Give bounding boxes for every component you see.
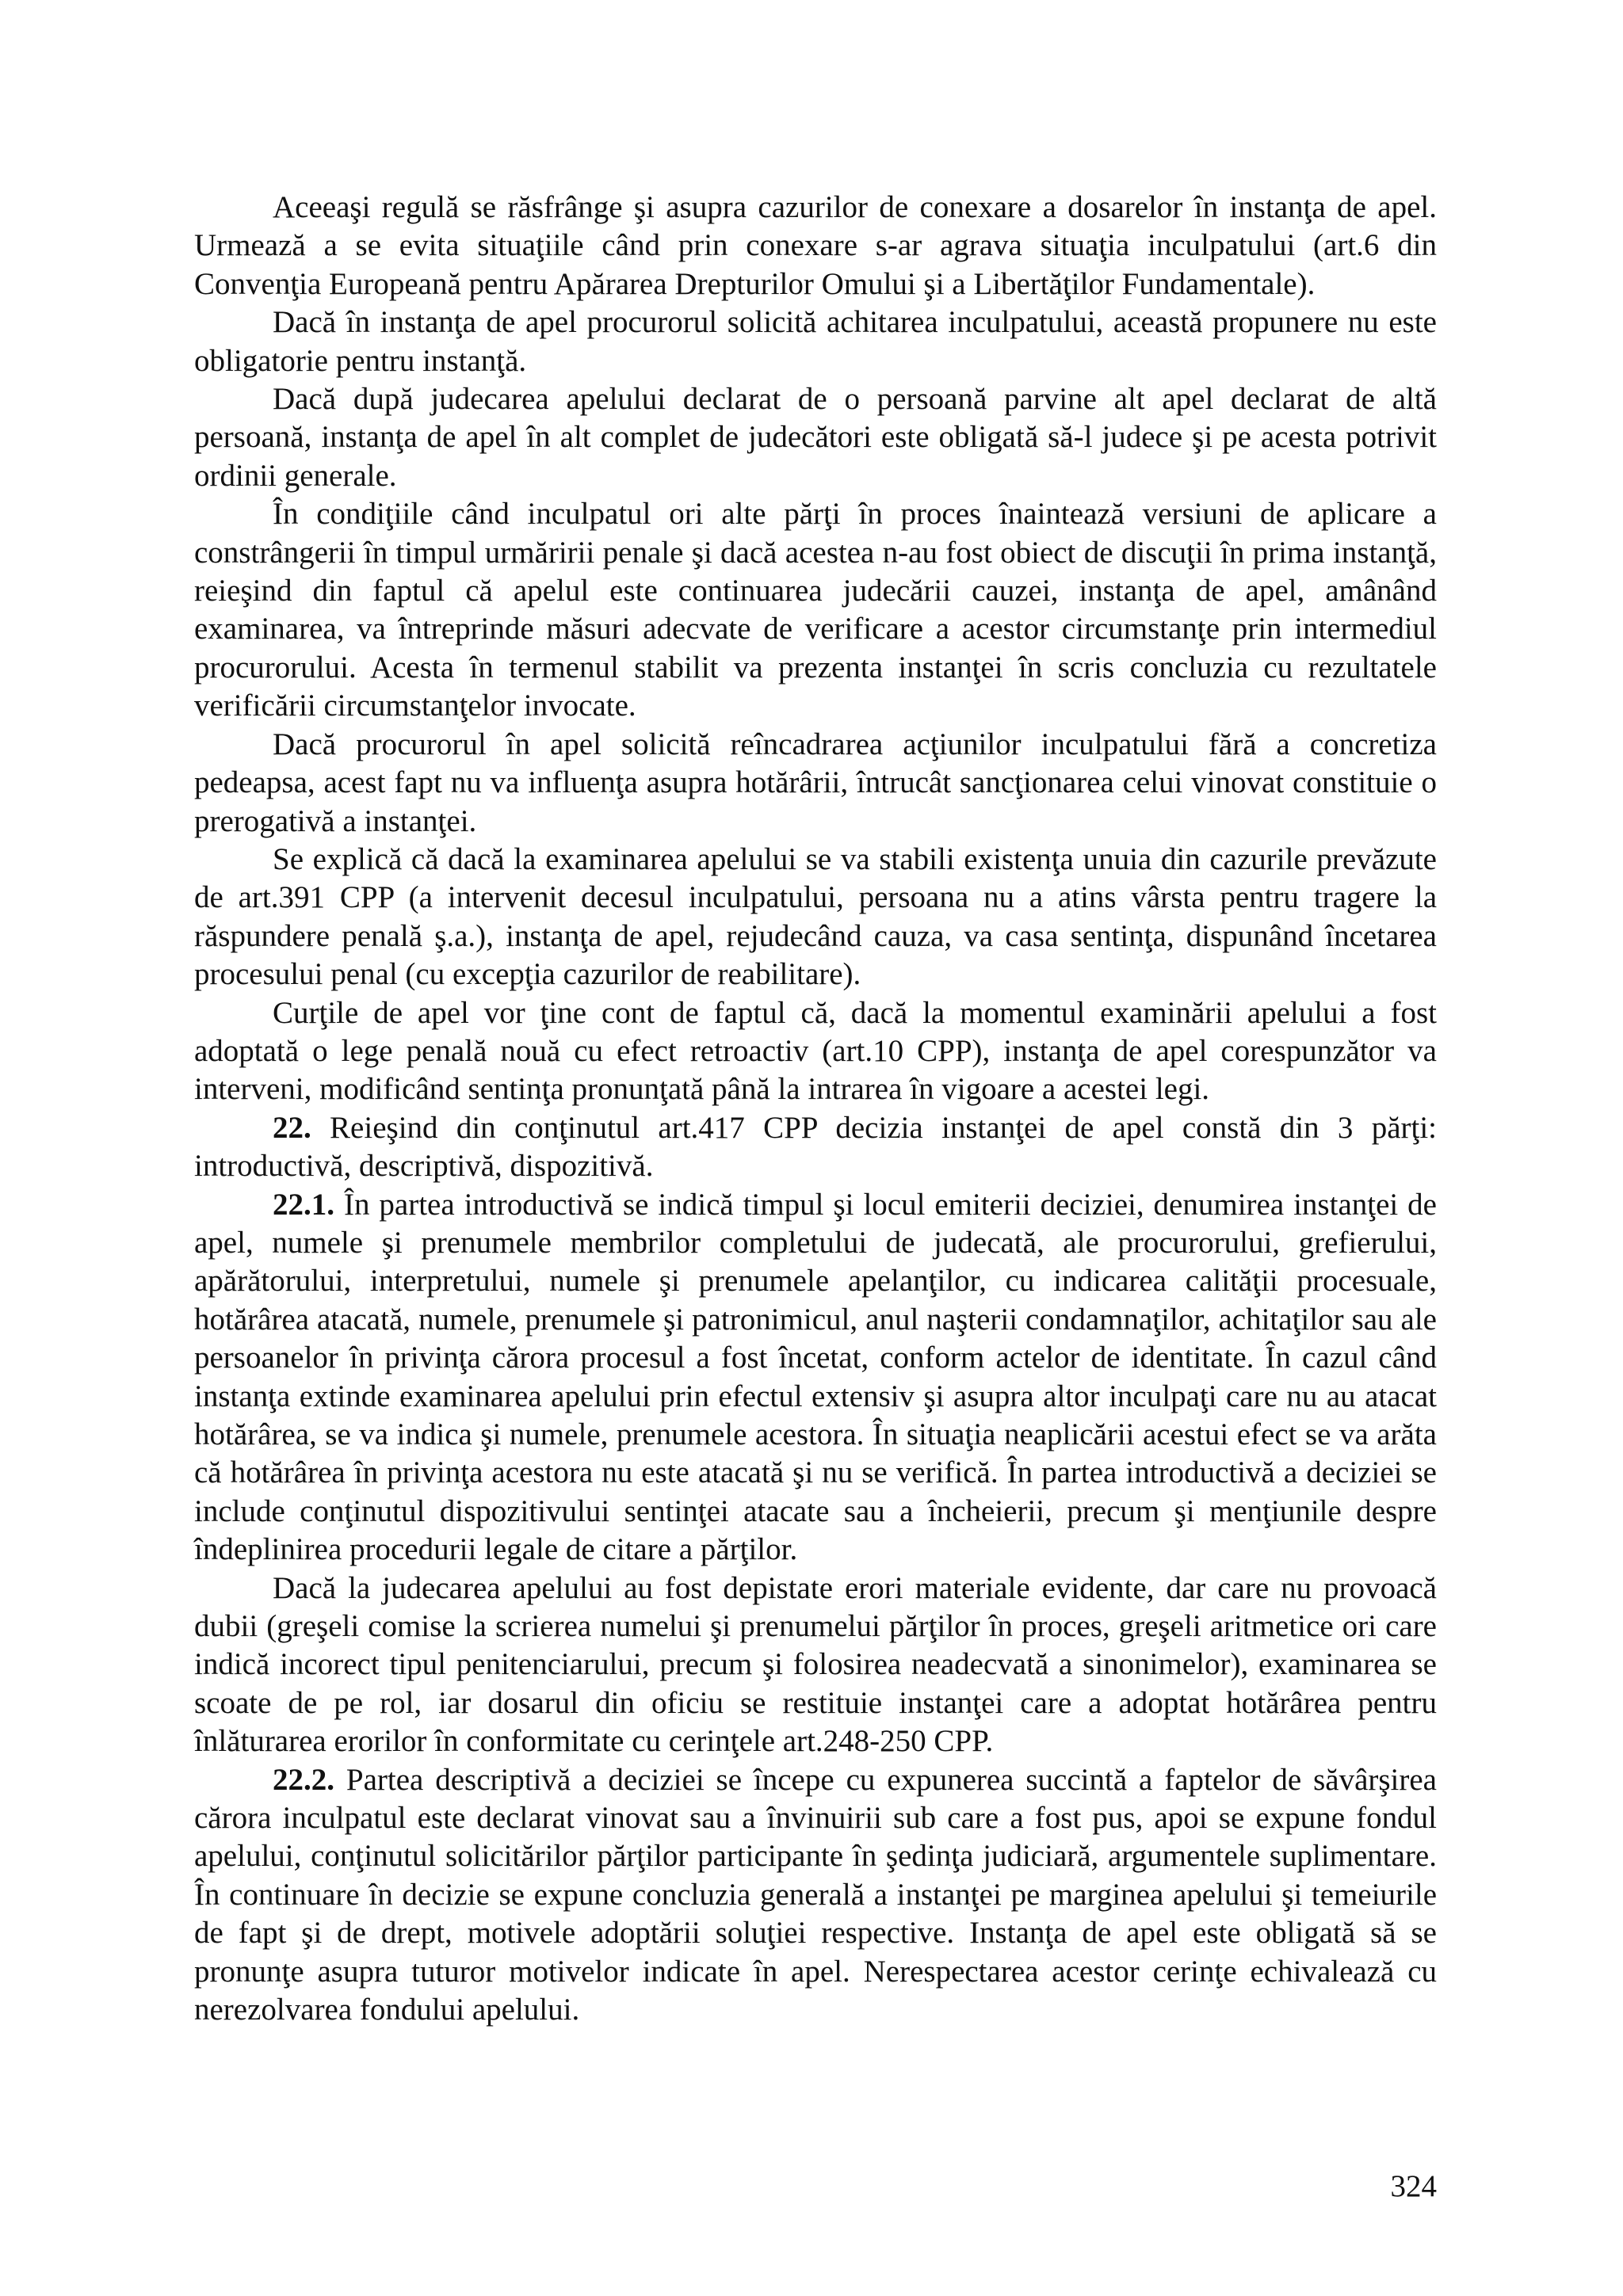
paragraph xyxy=(194,189,1437,303)
paragraph-text: Aceeaşi regulă se răsfrânge şi asupra cazurilor de conexare a dosarelor în instanţa de apel. Urmează a se evita situaţiile când prin conexare s-ar agrava situaţia inculpatului (art.6 din Convenţia Europeană pentru Apărarea Drepturilor Omului şi a Libertăţilor Fundamentale). xyxy=(194,190,1437,301)
paragraph-number: 22. xyxy=(273,1110,311,1145)
page-body xyxy=(194,189,1437,2030)
paragraph xyxy=(194,380,1437,495)
paragraph-text: Reieşind din conţinutul art.417 CPP decizia instanţei de apel constă din 3 părţi: introductivă, descriptivă, dispozitivă. xyxy=(194,1110,1437,1184)
paragraph-text: Curţile de apel vor ţine cont de faptul că, dacă la momentul examinării apelului a fost adoptată o lege penală nouă cu efect retroactiv (art.10 CPP), instanţa de apel corespunzător va interveni, modificând sentinţa pronunţată până la intrarea în vigoare a acestei legi. xyxy=(194,995,1437,1107)
paragraph xyxy=(194,994,1437,1109)
paragraph-text: Dacă procurorul în apel solicită reîncadrarea acţiunilor inculpatului fără a concretiza pedeapsa, acest fapt nu va influenţa asupra hotărârii, întrucât sancţionarea celui vinovat constituie o prerogativă a instanţei. xyxy=(194,727,1437,838)
paragraph xyxy=(194,1569,1437,1761)
paragraph-text: Dacă în instanţa de apel procurorul solicită achitarea inculpatului, această propunere nu este obligatorie pentru instanţă. xyxy=(194,305,1437,378)
paragraph-text: Partea descriptivă a deciziei se începe cu expunerea succintă a faptelor de săvârşirea cărora inculpatul este declarat vinovat sau a învinuirii sub care a fost pus, apoi se expune fondul apelului, conţinutul solicitărilor părţilor participante în şedinţa judiciară, argumentele suplimentare. În continuare în decizie se expune concluzia generală a instanţei pe marginea apelului şi temeiurile de fapt şi de drept, motivele adoptării soluţiei respective. Instanţa de apel este obligată să se pronunţe asupra tuturor motivelor indicate în apel. Nerespectarea acestor cerinţe echivalează cu nerezolvarea fondului apelului. xyxy=(194,1762,1437,2027)
paragraph-text: Dacă la judecarea apelului au fost depistate erori materiale evidente, dar care nu provoacă dubii (greşeli comise la scrierea numelui şi prenumelui părţilor în proces, greşeli aritmetice ori care indică incorect tipul penitenciarului, precum şi folosirea neadecvată a sinonimelor), examinarea se scoate de pe rol, iar dosarul din oficiu se restituie instanţei care a adoptat hotărârea pentru înlăturarea erorilor în conformitate cu cerinţele art.248-250 CPP. xyxy=(194,1570,1437,1759)
paragraph-text: Dacă după judecarea apelului declarat de o persoană parvine alt apel declarat de altă persoană, instanţa de apel în alt complet de judecători este obligată să-l judece şi pe acesta potrivit ordinii generale. xyxy=(194,382,1437,493)
paragraph-number: 22.1. xyxy=(273,1187,334,1222)
paragraph xyxy=(194,303,1437,380)
paragraph-22 xyxy=(194,1109,1437,1186)
paragraph-22-2 xyxy=(194,1761,1437,2030)
paragraph xyxy=(194,495,1437,725)
paragraph-number: 22.2. xyxy=(273,1762,334,1797)
paragraph-text: În condiţiile când inculpatul ori alte părţi în proces înaintează versiuni de aplicare a constrângerii în timpul urmăririi penale şi dacă acestea n-au fost obiect de discuţii în prima instanţă, reieşind din faptul că apelul este continuarea judecării cauzei, instanţa de apel, amânând examinarea, va întreprinde măsuri adecvate de verificare a acestor circumstanţe prin intermediul procurorului. Acesta în termenul stabilit va prezenta instanţei în scris concluzia cu rezultatele verificării circumstanţelor invocate. xyxy=(194,497,1437,723)
paragraph-22-1 xyxy=(194,1186,1437,1569)
page-number: 324 xyxy=(1390,2169,1437,2203)
paragraph-text: În partea introductivă se indică timpul şi locul emiterii deciziei, denumirea instanţei de apel, numele şi prenumele membrilor completului de judecată, ale procurorului, grefierului, apărătorului, interpretului, numele şi prenumele apelanţilor, cu indicarea calităţii procesuale, hotărârea atacată, numele, prenumele şi patronimicul, anul naşterii condamnaţilor, achitaţilor sau ale persoanelor în privinţa cărora procesul a fost încetat, conform actelor de identitate. În cazul când instanţa extinde examinarea apelului prin efectul extensiv şi asupra altor inculpaţi care nu au atacat hotărârea, se va indica şi numele, prenumele acestora. În situaţia neaplicării acestui efect se va arăta că hotărârea în privinţa acestora nu este atacată şi nu se verifică. În partea introductivă a deciziei se include conţinutul dispozitivului sentinţei atacate sau a încheierii, precum şi menţiunile despre îndeplinirea procedurii legale de citare a părţilor. xyxy=(194,1187,1437,1567)
paragraph xyxy=(194,841,1437,994)
paragraph xyxy=(194,726,1437,841)
paragraph-text: Se explică că dacă la examinarea apelului se va stabili existenţa unuia din cazurile prevăzute de art.391 CPP (a intervenit decesul inculpatului, persoana nu a atins vârsta pentru tragere la răspundere penală ş.a.), instanţa de apel, rejudecând cauza, va casa sentinţa, dispunând încetarea procesului penal (cu excepţia cazurilor de reabilitare). xyxy=(194,841,1437,992)
